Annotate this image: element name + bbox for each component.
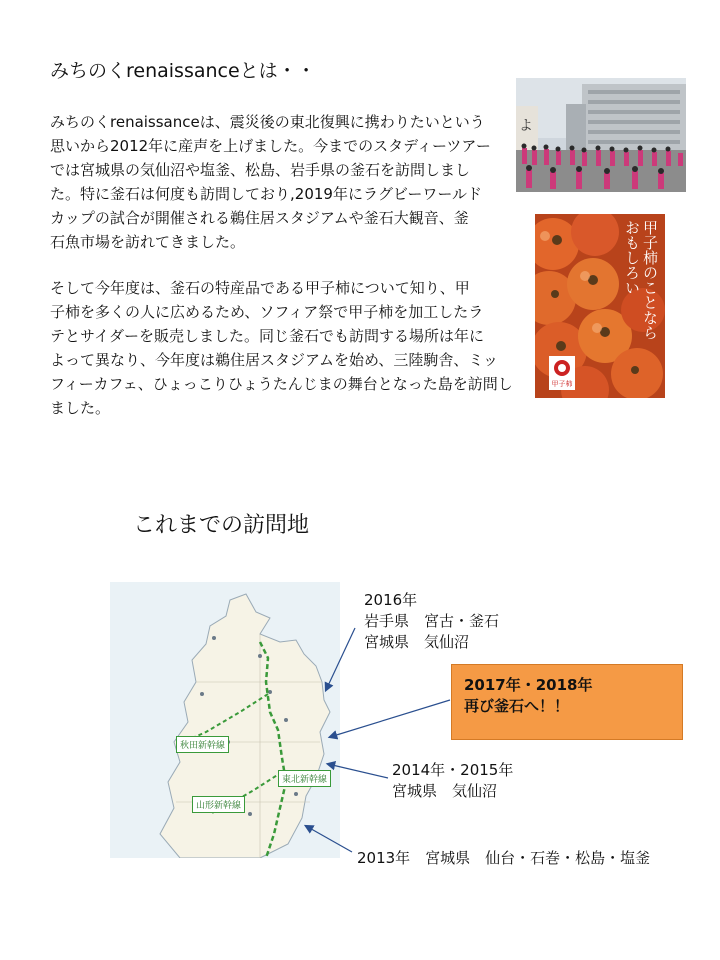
callout-line: 再び釜石へ！！: [464, 697, 570, 715]
callout-line: 2014年・2015年: [392, 761, 514, 779]
callout-2013: [357, 848, 650, 869]
this-year-paragraph: [50, 276, 520, 420]
callout-2014: [392, 760, 513, 802]
visited-places-title: これまでの訪問地: [133, 513, 310, 538]
intro-line: た。特に釜石は何度も訪問しており,2019年にラグビーワールド: [50, 185, 483, 203]
kaki-poster-title-line: 甲子柿のことなら: [641, 220, 659, 340]
kaki-poster-logo-text: 甲子柿: [551, 380, 573, 388]
this-year-line: フィーカフェ、ひょっこりひょうたんじまの舞台となった島を訪問し: [50, 375, 513, 393]
callout-line: 宮城県 気仙沼: [392, 782, 498, 800]
festival-photo: [516, 78, 686, 192]
intro-line: 思いから2012年に産声を上げました。今までのスタディーツアー: [50, 137, 491, 155]
tohoku-map: [110, 582, 340, 858]
callout-line: 2017年・2018年: [464, 676, 593, 694]
tohoku-shinkansen-label: 東北新幹線: [278, 770, 331, 787]
intro-line: カップの試合が開催される鵜住居スタジアムや釜石大観音、釜: [50, 209, 469, 227]
callout-2016: [364, 590, 499, 653]
kaki-poster-title: [623, 220, 659, 340]
intro-line: 石魚市場を訪れてきました。: [50, 233, 246, 251]
callout-line: 2016年: [364, 591, 418, 609]
this-year-line: ました。: [50, 399, 111, 417]
this-year-line: よって異なり、今年度は鵜住居スタジアムを始め、三陸駒舎、ミッ: [50, 351, 499, 369]
callout-line: 宮城県 気仙沼: [364, 633, 470, 651]
intro-line: みちのくrenaissanceは、震災後の東北復興に携わりたいという: [50, 113, 485, 131]
this-year-line: テとサイダーを販売しました。同じ釜石でも訪問する場所は年に: [50, 327, 484, 345]
yamagata-shinkansen-label: 山形新幹線: [192, 796, 245, 813]
arrow-2017: [330, 700, 450, 737]
akita-shinkansen-label: 秋田新幹線: [176, 736, 229, 753]
kaki-poster-photo: [535, 214, 665, 398]
this-year-line: そして今年度は、釜石の特産品である甲子柿について知り、甲: [50, 279, 470, 297]
page-heading: みちのくrenaissanceとは・・: [50, 60, 316, 82]
intro-line: では宮城県の気仙沼や塩釜、松島、岩手県の釜石を訪問しまし: [50, 161, 471, 179]
svg-text:よ: よ: [519, 118, 533, 134]
kaki-poster-title-line: おもしろい: [623, 220, 641, 295]
intro-paragraph: [50, 110, 520, 254]
callout-2017-2018-highlight: [451, 664, 683, 740]
callout-line: 岩手県 宮古・釜石: [364, 612, 500, 630]
this-year-line: 子柿を多くの人に広めるため、ソフィア祭で甲子柿を加工したラ: [50, 303, 484, 321]
callout-line: 2013年 宮城県 仙台・石巻・松島・塩釜: [357, 849, 651, 867]
